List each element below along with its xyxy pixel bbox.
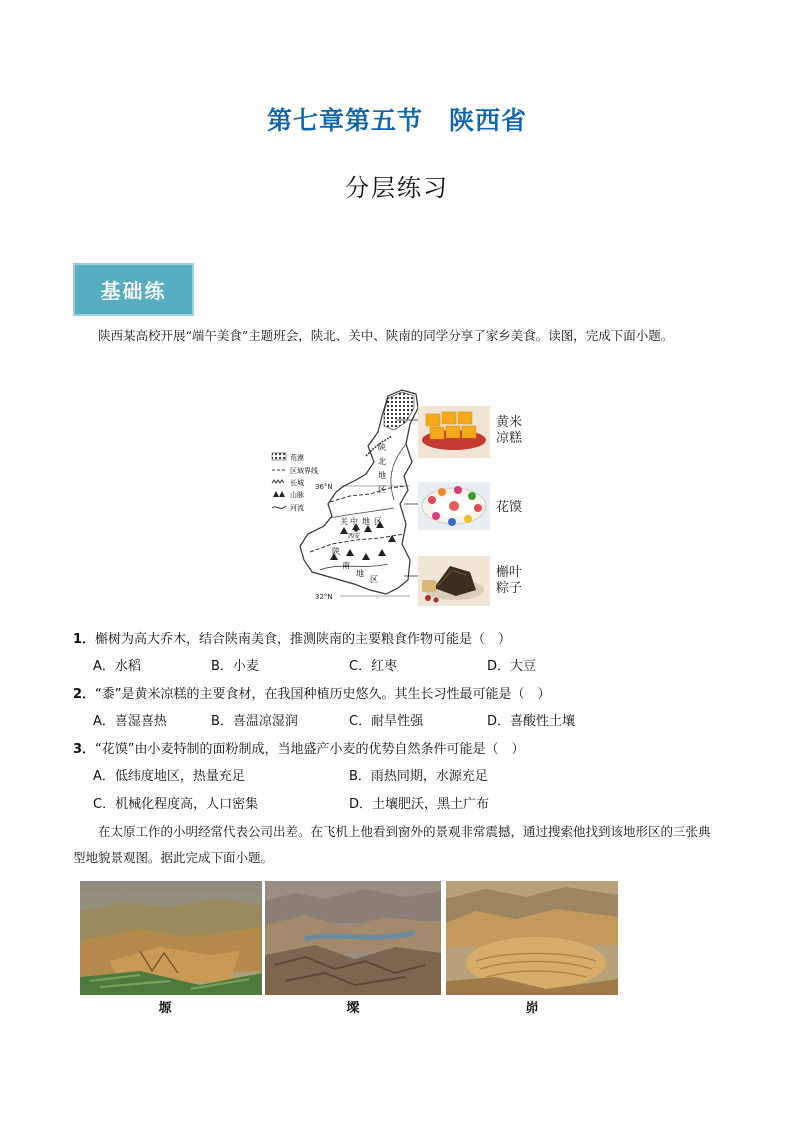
photo-liang (265, 881, 441, 995)
region-north-char-4: 区 (378, 485, 386, 494)
legend-desert-symbol (272, 453, 286, 460)
region-north-char-2: 北 (378, 457, 386, 466)
intro-paragraph-1: 陕西某高校开展“端午美食”主题班会，陕北、关中、陕南的同学分享了家乡美食。读图，完成下面小题。 (98, 328, 674, 343)
q2-option-b[interactable]: B．喜温凉湿润 (211, 714, 298, 729)
region-south-char-1: 陕 (332, 547, 340, 556)
legend-river: 河流 (290, 504, 304, 512)
legend-river-symbol (272, 506, 286, 508)
question-text: 槲树为高大乔木，结合陕南美食，推测陕南的主要粮食作物可能是（ ） (95, 632, 512, 647)
q2-option-c[interactable]: C．耐旱性强 (349, 714, 424, 729)
region-central-char-4: 区 (374, 517, 382, 526)
legend-wall: 长城 (290, 479, 304, 487)
section-badge: 基础练 (73, 263, 194, 316)
food-label-zongzi-1: 槲叶 (496, 565, 523, 580)
q2-option-a[interactable]: A．喜湿喜热 (93, 714, 167, 729)
caption-liang: 墚 (346, 1001, 360, 1016)
question-number: 1． (73, 632, 96, 647)
page-subtitle: 分层练习 (345, 174, 449, 202)
legend-boundary: 区域界线 (290, 467, 318, 475)
q3-option-b[interactable]: B．雨热同期，水源充足 (349, 769, 488, 784)
lat-36-label: 36°N (315, 483, 333, 491)
legend-mountain: 山脉 (290, 491, 304, 499)
caption-yuan: 塬 (158, 1001, 172, 1016)
legend-wall-symbol (272, 480, 284, 483)
title-chapter: 第七章第五节 (266, 106, 423, 135)
question-text: “花馍”由小麦特制的面粉制成，当地盛产小麦的优势自然条件可能是（ ） (95, 742, 525, 757)
region-north-char-3: 地 (378, 471, 386, 480)
question-number: 2． (73, 687, 96, 702)
question-number: 3． (73, 742, 96, 757)
food-label-millet-2: 凉糕 (496, 431, 523, 446)
photo-millet-cake (418, 406, 490, 458)
photo-zongzi (418, 556, 490, 606)
q1-option-d[interactable]: D．大豆 (487, 659, 537, 674)
q1-option-a[interactable]: A．水稻 (93, 659, 141, 674)
q3-option-c[interactable]: C．机械化程度高，人口密集 (93, 797, 259, 812)
region-central-char-3: 地 (362, 517, 370, 526)
page-title (0, 101, 794, 137)
question-2 (73, 685, 551, 705)
question-1 (73, 630, 511, 650)
question-3 (73, 740, 525, 760)
title-province: 陕西省 (449, 106, 528, 135)
region-south-char-4: 区 (370, 575, 378, 584)
lat-32-label: 32°N (315, 593, 333, 601)
region-south-char-3: 地 (356, 569, 364, 578)
q2-option-d[interactable]: D．喜酸性土壤 (487, 714, 576, 729)
city-dot (354, 528, 358, 532)
food-label-zongzi-2: 粽子 (496, 581, 523, 596)
city-label: 西安 (348, 533, 361, 540)
legend-desert: 荒漠 (290, 454, 304, 462)
q3-option-d[interactable]: D．土壤肥沃，黑土广布 (349, 797, 490, 812)
map-legend (272, 453, 318, 512)
legend-mountain-symbol (273, 491, 285, 497)
photo-mao (446, 881, 618, 995)
food-label-millet-1: 黄米 (496, 415, 523, 430)
caption-mao: 峁 (525, 1001, 539, 1016)
intro-paragraph-2: 在太原工作的小明经常代表公司出差。在飞机上他看到窗外的景观非常震撼，通过搜索他找到该地形区的三张典型地貌景观图。据此完成下面小题。 (73, 824, 711, 865)
region-central-char-1: 关 (340, 517, 348, 526)
shaanxi-food-map (270, 384, 523, 609)
q3-option-a[interactable]: A．低纬度地区，热量充足 (93, 769, 245, 784)
q1-option-c[interactable]: C．红枣 (349, 659, 398, 674)
photo-yuan (80, 881, 262, 995)
region-central-char-2: 中 (350, 517, 358, 526)
question-text: “黍”是黄米凉糕的主要食材，在我国种植历史悠久。其生长习性最可能是（ ） (95, 687, 551, 702)
q1-option-b[interactable]: B．小麦 (211, 659, 259, 674)
food-label-flowerbun: 花馍 (496, 500, 523, 515)
region-south-char-2: 南 (342, 561, 350, 570)
region-north-char-1: 陕 (378, 443, 386, 452)
photo-flower-bun (418, 482, 490, 530)
